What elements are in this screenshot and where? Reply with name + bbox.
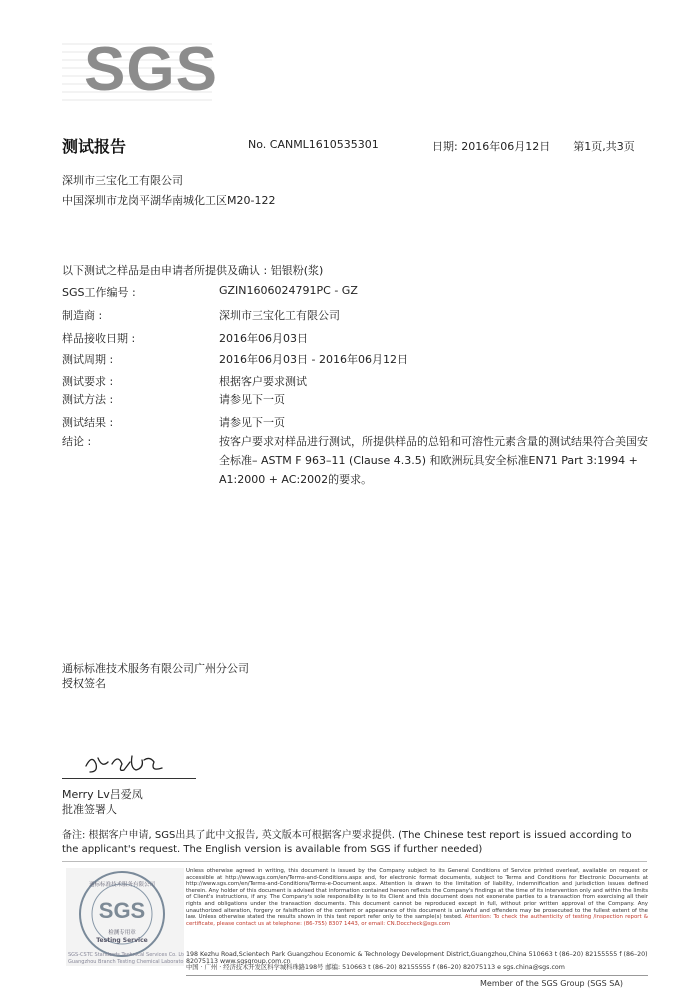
report-date: 日期: 2016年06月12日: [432, 140, 551, 153]
logo-text: SGS: [84, 35, 218, 104]
terms-text: Unless otherwise agreed in writing, this document is issued by the Company subject to its General Conditions of Service printed overleaf, available on request or accessible at http://www.sgs.com/en/Terms-and-Conditions.aspx and, for electronic format documents, subject to Terms and Conditions for Electronic Documents at http://www.sgs.com/en/Terms-and-Conditions/Terms-e-Document.aspx. Attention is drawn to the limitation of liability, indemnification and jurisdiction issues defined therein. Any holder of this document is advised that information contained hereon reflects the Company's findings at the time of its intervention only and within the limits of Client's instructions, if any. The Company's sole responsibility is to its Client and this document does not exonerate parties to a transaction from exercising all their rights and obligations under the transaction documents. This document cannot be reproduced except in full, without prior written approval of the Company. Any unauthorized alteration, forgery or falsification of the content or appearance of this document is unlawful and offenders may be prosecuted to the fullest extent of the law. Unless otherwise stated the results shown in this test report refer only to the sample(s) tested.: [186, 868, 648, 921]
seal-side-line2: Guangzhou Branch Testing Chemical Laboratory: [68, 959, 184, 965]
seal-sub2: Testing Service: [96, 937, 148, 944]
seal-graphic: [66, 868, 184, 966]
report-title: 测试报告: [62, 137, 127, 156]
conclusion-label: 结论 :: [62, 435, 92, 448]
footer-divider: [62, 861, 647, 862]
field-label: 样品接收日期 :: [62, 332, 136, 345]
report-number: No. CANML1610535301: [248, 138, 379, 151]
field-label: 制造商 :: [62, 309, 103, 322]
handwritten-signature: [82, 752, 172, 780]
address-english: 198 Kezhu Road,Scientech Park Guangzhou Economic & Technology Development District,Guangzhou,China 510663 t (86–20) 82155555 f (86–20) 82075113 www.sgsgroup.com.cn: [186, 951, 648, 965]
lab-company: 通标标准技术服务有限公司广州分公司: [62, 662, 249, 675]
seal-side-line1: SGS-CSTC Standards Technical Services Co. Ltd.: [68, 952, 184, 958]
field-label: 测试方法 :: [62, 393, 114, 406]
seal-top-text: 通标标准技术服务有限公司: [88, 882, 156, 888]
sgs-member-text: Member of the SGS Group (SGS SA): [480, 979, 624, 988]
sample-intro: 以下测试之样品是由申请者所提供及确认 : 铝银粉(浆): [62, 264, 324, 277]
field-value: 请参见下一页: [219, 393, 285, 406]
seal-center-text: SGS: [98, 898, 146, 923]
signer-role: 批准签署人: [62, 803, 117, 816]
signer-name: Merry Lv吕爱凤: [62, 788, 143, 801]
field-value: 2016年06月03日 - 2016年06月12日: [219, 353, 408, 366]
field-value: GZIN1606024791PC - GZ: [219, 284, 358, 297]
address-chinese: 中国 · 广州 · 经济技术开发区科学城科珠路198号 邮编: 510663 t (86–20) 82155555 f (86–20) 82075113 e sgs.china@sgs.com: [186, 964, 565, 971]
signature-graphic: [82, 752, 172, 776]
authenticity-attention: Attention: To check the authenticity of testing /inspection report & certificate, please contact us at telephone: (86-755) 8307 1443, or email: CN.Doccheck@sgs.com: [186, 914, 648, 927]
field-label: 测试结果 :: [62, 416, 114, 429]
authorized-signature-label: 授权签名: [62, 677, 106, 690]
member-divider: [186, 975, 648, 976]
signature-line: [62, 778, 196, 779]
field-label: 测试要求 :: [62, 375, 114, 388]
client-address: 中国深圳市龙岗平湖华南城化工区M20-122: [62, 194, 276, 207]
seal-sub1: 检测专用章: [108, 930, 136, 936]
field-value: 请参见下一页: [219, 416, 285, 429]
terms-fine-print: [186, 868, 648, 927]
client-name: 深圳市三宝化工有限公司: [62, 174, 183, 187]
field-value: 深圳市三宝化工有限公司: [219, 309, 340, 322]
page-count: 第1页,共3页: [573, 140, 635, 153]
field-label: 测试周期 :: [62, 353, 114, 366]
testing-seal: [66, 868, 184, 966]
report-note: 备注: 根据客户申请, SGS出具了此中文报告, 英文版本可根据客户要求提供. (The Chinese test report is issued according to the applicant's request. The English version is available from SGS if further needed): [62, 830, 632, 855]
field-label: SGS工作编号 :: [62, 286, 136, 299]
conclusion-text: 按客户要求对样品进行测试，所提供样品的总铅和可溶性元素含量的测试结果符合美国安全标准– ASTM F 963–11 (Clause 4.3.5) 和欧洲玩具安全标准EN71 Part 3:1994 + A1:2000 + AC:2002的要求。: [219, 435, 648, 486]
sgs-logo: [62, 35, 218, 104]
field-value: 2016年06月03日: [219, 332, 308, 345]
report-date-page: [432, 138, 635, 154]
field-value: 根据客户要求测试: [219, 375, 307, 388]
